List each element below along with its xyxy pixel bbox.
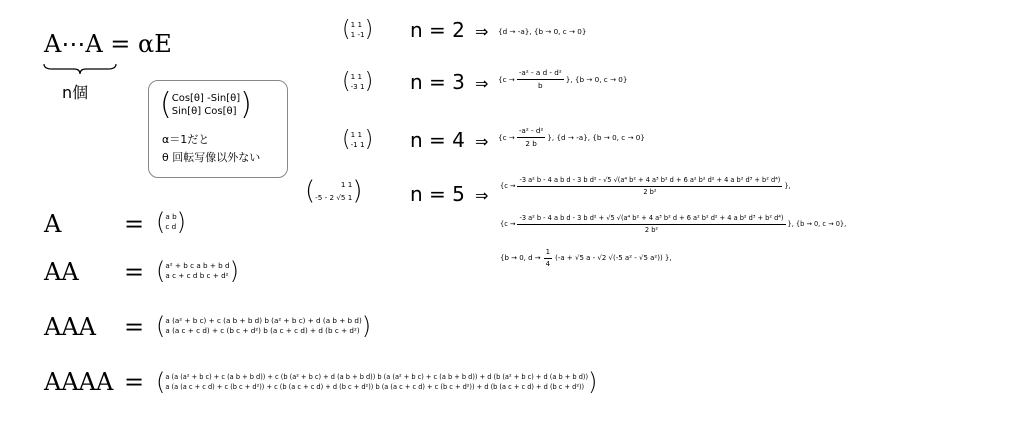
case-result <box>498 126 645 149</box>
equals-sign: = <box>124 368 145 396</box>
equals-sign: = <box>124 313 145 341</box>
fraction-numerator: -3 a² b - 4 a b d - 3 b d² - √5 √(a⁴ b² + 4 a³ b² d + 6 a² b² d² + 4 a b² d³ + b² d⁴) <box>517 176 782 187</box>
matrix-row: c d <box>165 222 177 231</box>
equals-sign: = <box>124 210 145 238</box>
power-matrix: ( a b c d ) <box>156 208 187 236</box>
n-label: n = 2 <box>410 18 465 42</box>
power-equation: A⋯A = αE <box>44 30 172 58</box>
n-label: n = 5 <box>410 182 465 206</box>
case-result <box>500 248 672 269</box>
matrix-row: a b <box>165 212 177 221</box>
implies-arrow: ⇒ <box>475 22 489 41</box>
rotation-matrix: ( Cos[θ] -Sin[θ] Sin[θ] Cos[θ] ) <box>160 87 252 122</box>
matrix-row: a (a (a c + c d) + c (b c + d²)) + c (b (a c + c d) + d (b c + d²)) b (a (a c + c d) + c (b c + d²)) + d (b (a c + c d) + d (b c + d²)) <box>165 383 585 391</box>
power-lhs: AAA <box>44 313 96 341</box>
rotation-matrix-row1: Cos[θ] -Sin[θ] <box>171 93 241 104</box>
result-suffix: }, {d → -a}, {b → 0, c → 0} <box>547 132 645 142</box>
fraction-denominator: 2 b² <box>644 226 659 234</box>
power-lhs: AAAA <box>44 368 114 396</box>
case-result <box>498 68 627 91</box>
matrix-row: -5 - 2 √5 1 <box>315 193 353 202</box>
rotation-matrix-row2: Sin[θ] Cos[θ] <box>171 106 237 117</box>
matrix-row: a (a c + c d) + c (b c + d²) b (a c + c d) + d (b c + d²) <box>165 326 360 335</box>
case-result: {d → -a}, {b → 0, c → 0} <box>498 27 587 36</box>
n-label: n = 4 <box>410 128 465 152</box>
result-suffix: }, {b → 0, c → 0} <box>565 74 628 84</box>
fraction-denominator: b <box>538 81 543 90</box>
matrix-row: 1 1 <box>340 180 353 189</box>
note-line-1: α＝1だと <box>162 133 210 146</box>
matrix-row: 1 -1 <box>350 30 365 39</box>
result-prefix: {c → <box>500 220 516 228</box>
matrix-row: 1 1 <box>350 20 363 29</box>
implies-arrow: ⇒ <box>475 74 489 93</box>
note-line-2: θ 回転写像以外ない <box>162 151 261 164</box>
result-prefix: {b → 0, d → <box>500 254 541 262</box>
power-matrix: ( a² + b c a b + b d a c + c d b c + d² ) <box>156 257 239 285</box>
case-result <box>500 176 791 197</box>
implies-arrow: ⇒ <box>475 132 489 151</box>
n-label: n = 3 <box>410 70 465 94</box>
matrix-row: -1 1 <box>350 140 365 149</box>
result-prefix: {c → <box>498 74 515 84</box>
implies-arrow: ⇒ <box>475 186 489 205</box>
underbrace-label: n個 <box>62 83 89 102</box>
fraction-numerator: -a² - d² <box>517 126 546 138</box>
result-prefix: {c → <box>498 132 515 142</box>
result-prefix: {c → <box>500 182 516 190</box>
case-matrix: ( 1 1 -5 - 2 √5 1 ) <box>305 176 363 206</box>
fraction-numerator: -a² - a d - d² <box>517 68 564 80</box>
matrix-row: 1 1 <box>350 130 363 139</box>
matrix-row: a c + c d b c + d² <box>165 271 229 280</box>
equals-sign: = <box>124 258 145 286</box>
fraction-numerator: 1 <box>544 248 552 259</box>
matrix-row: a (a (a² + b c) + c (a b + b d)) + c (b (a² + b c) + d (a b + b d)) b (a (a² + b c) + c (a b + b d)) + d (b (a² + b c) + d (a b + b d)) <box>165 373 589 381</box>
result-suffix: }, <box>784 182 791 190</box>
fraction-denominator: 4 <box>545 260 551 268</box>
fraction-denominator: 2 b² <box>643 188 657 196</box>
case-matrix: ( 1 1 -1 1 ) <box>342 127 374 152</box>
power-matrix: ( a (a² + b c) + c (a b + b d) b (a² + b c) + d (a b + b d) a (a c + c d) + c (b c + d²) b (a c + c d) + d (b c + d²) ) <box>156 312 372 340</box>
fraction-denominator: 2 b <box>525 139 537 148</box>
case-result <box>500 214 846 235</box>
fraction-numerator: -3 a² b - 4 a b d - 3 b d² + √5 √(a⁴ b² + 4 a³ b² d + 6 a² b² d² + 4 a b² d³ + b² d⁴) <box>517 214 785 225</box>
result-suffix: }, {b → 0, c → 0}, <box>787 220 847 228</box>
power-matrix: ( a (a (a² + b c) + c (a b + b d)) + c (b (a² + b c) + d (a b + b d)) b (a (a² + b c) + c (a b + b d)) + d (b (a² + b c) + d (a b + b d)) a (a (a c + c d) + c (b c + d²)) + c (b (a c + c d) + d (b c + d²)) b (a (a c + c d) + c (b c + d²)) + d (b (a c + c d) + d (b c + d²)) ) <box>156 368 598 396</box>
matrix-row: a² + b c a b + b d <box>165 261 230 270</box>
matrix-row: -3 1 <box>350 82 365 91</box>
matrix-row: 1 1 <box>350 72 363 81</box>
case-matrix: ( 1 1 -3 1 ) <box>342 69 374 94</box>
power-lhs: A <box>44 210 62 238</box>
power-lhs: AA <box>44 258 79 286</box>
case-matrix: ( 1 1 1 -1 ) <box>342 17 374 42</box>
underbrace <box>42 62 118 76</box>
matrix-row: a (a² + b c) + c (a b + b d) b (a² + b c) + d (a b + b d) <box>165 316 362 325</box>
result-suffix: (-a + √5 a - √2 √(-5 a² - √5 a²)) }, <box>555 254 672 262</box>
